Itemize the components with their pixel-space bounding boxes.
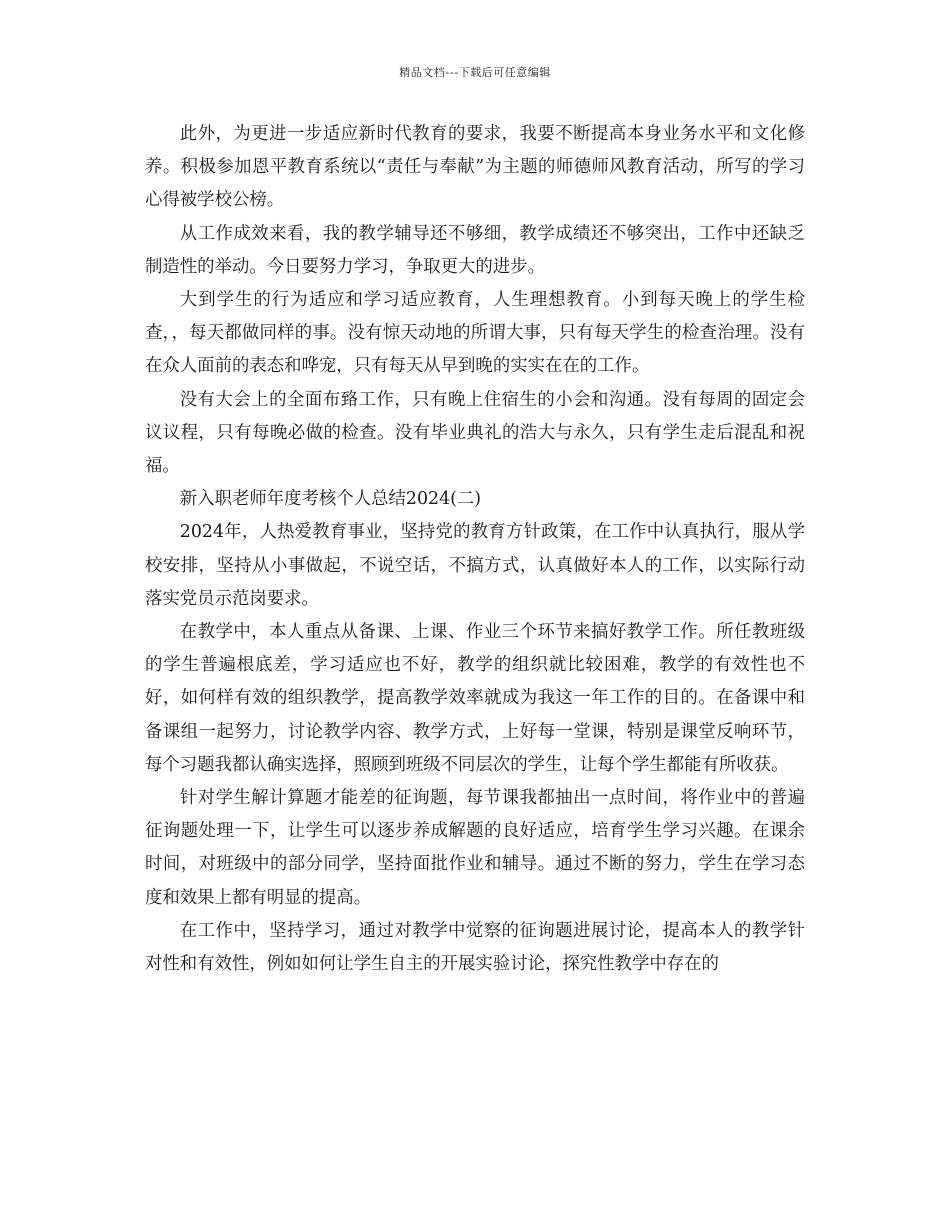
paragraph: 在教学中，本人重点从备课、上课、作业三个环节来搞好教学工作。所任教班级的学生普遍根底差，学习适应也不好，教学的组织就比较困难，教学的有效性也不好，如何样有效的组织教学，提高教学效率就成为我这一年工作的目的。在备课中和备课组一起努力，讨论教学内容、教学方式，上好每一堂课，特别是课堂反响环节，每个习题我都认确实选择，照顾到班级不同层次的学生，让每个学生都能有所收获。 — [145, 622, 805, 775]
paragraph: 针对学生解计算题才能差的征询题，每节课我都抽出一点时间，将作业中的普遍征询题处理一下，让学生可以逐步养成解题的良好适应，培育学生学习兴趣。在课余时间，对班级中的部分同学，坚持面批作业和辅导。通过不断的努力，学生在学习态度和效果上都有明显的提高。 — [145, 788, 805, 908]
section-heading: 新入职老师年度考核个人总结2024(二) — [179, 489, 482, 510]
paragraph: 在工作中，坚持学习，通过对教学中觉察的征询题进展讨论，提高本人的教学针对性和有效性，例如如何让学生自主的开展实验讨论，探究性教学中存在的 — [145, 920, 805, 975]
paragraph: 2024年，人热爱教育事业，坚持党的教育方针政策，在工作中认真执行，服从学校安排，坚持从小事做起，不说空话，不搞方式，认真做好本人的工作，以实际行动落实党员示范岗要求。 — [145, 522, 805, 609]
paragraph: 大到学生的行为适应和学习适应教育，人生理想教育。小到每天晚上的学生检查，，每天都做同样的事。没有惊天动地的所谓大事，只有每天学生的检查治理。没有在众人面前的表态和哗宠，只有每天从早到晚的实实在在的工作。 — [145, 290, 805, 377]
paragraph: 从工作成效来看，我的教学辅导还不够细，教学成绩还不够突出，工作中还缺乏制造性的举动。今日要努力学习，争取更大的进步。 — [145, 223, 805, 277]
paragraph: 此外，为更进一步适应新时代教育的要求，我要不断提高本身业务水平和文化修养。积极参加恩平教育系统以“责任与奉献”为主题的师德师风教育活动，所写的学习心得被学校公榜。 — [145, 124, 805, 211]
paragraph: 没有大会上的全面布臵工作，只有晚上住宿生的小会和沟通。没有每周的固定会议议程，只有每晚必做的检查。没有毕业典礼的浩大与永久，只有学生走后混乱和祝福。 — [145, 389, 805, 477]
document-body — [145, 118, 805, 981]
page-header: 精品文档---下载后可任意编辑 — [399, 66, 551, 79]
